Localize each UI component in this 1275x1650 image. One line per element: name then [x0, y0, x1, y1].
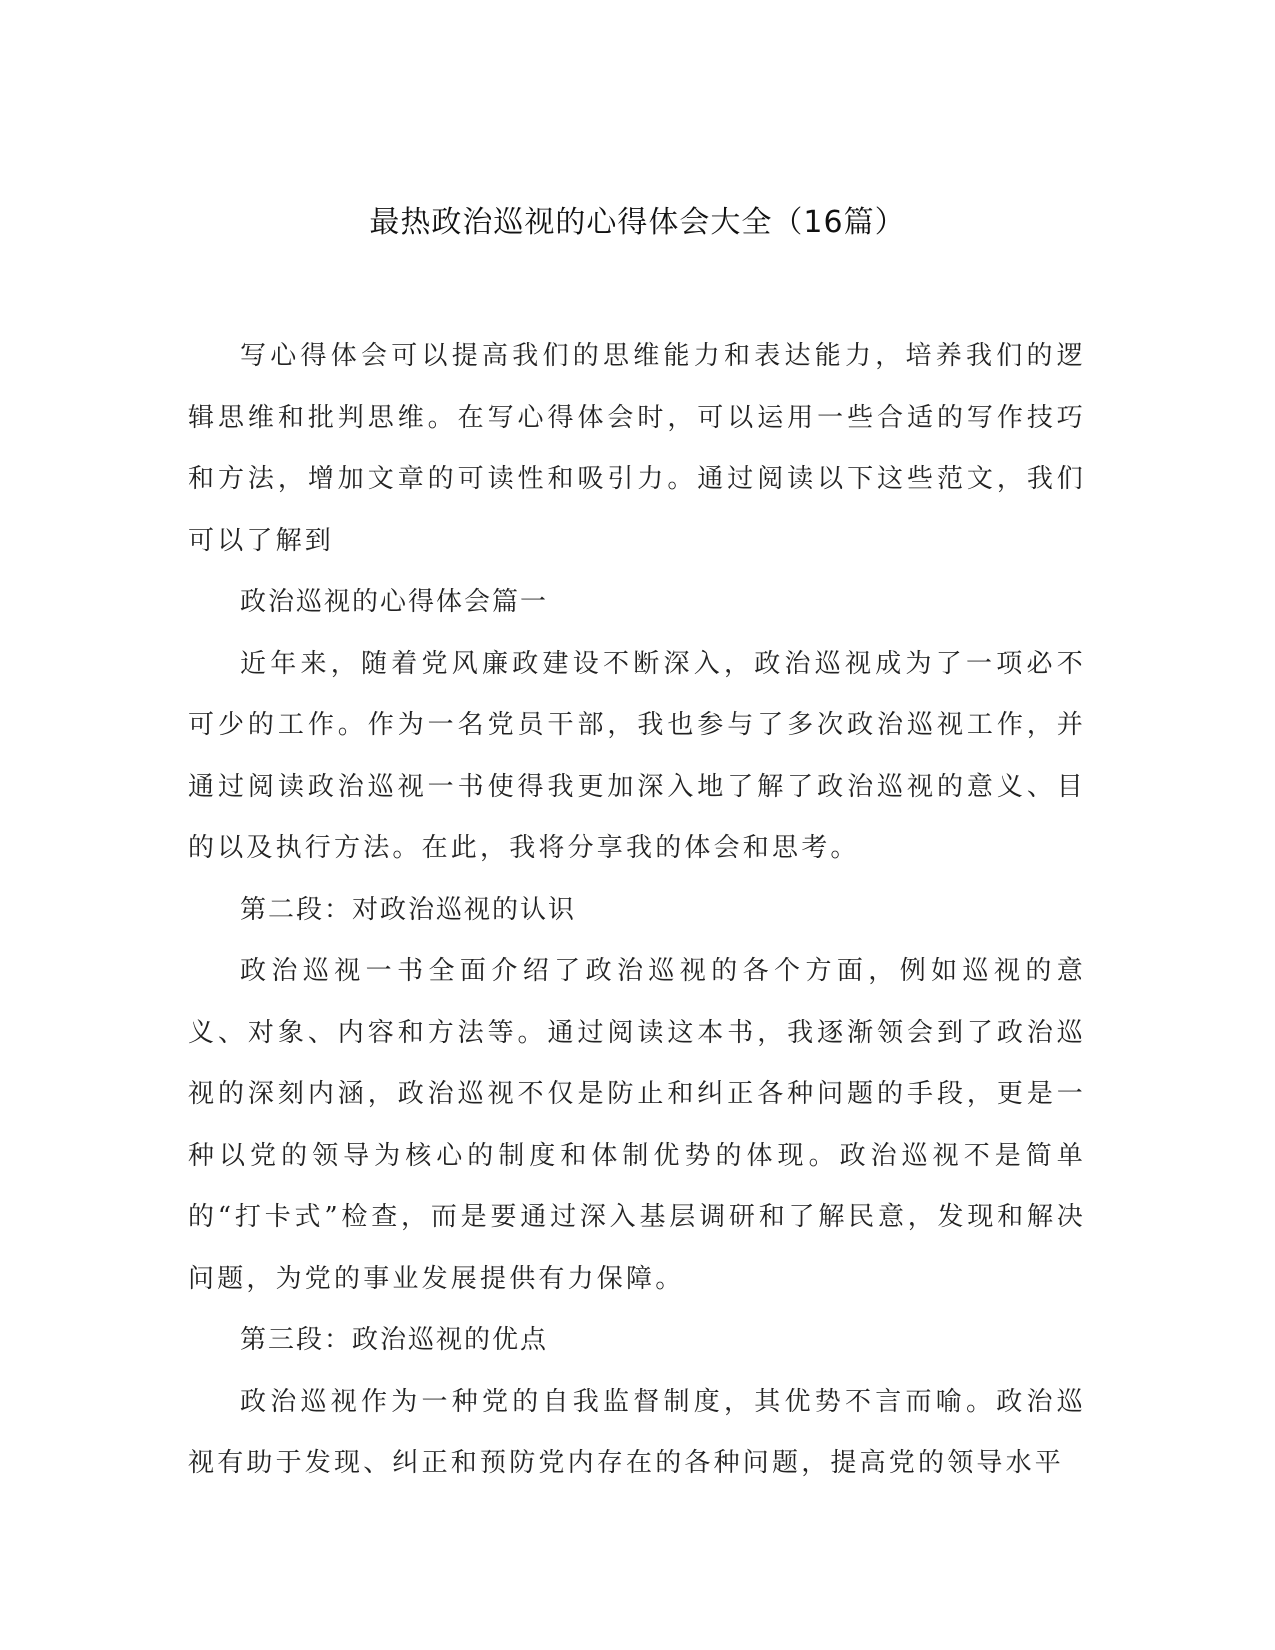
section-heading-third: 第三段：政治巡视的优点 [240, 1325, 549, 1355]
section-heading-part-one: 政治巡视的心得体会篇一 [240, 587, 549, 617]
paragraph-second: 政治巡视一书全面介绍了政治巡视的各个方面，例如巡视的意义、对象、内容和方法等。通过阅读这本书，我逐渐领会到了政治巡视的深刻内涵，政治巡视不仅是防止和纠正各种问题的手段，更是一种以党的领导为核心的制度和体制优势的体现。政治巡视不是简单的“打卡式”检查，而是要通过深入基层调研和了解民意，发现和解决问题，为党的事业发展提供有力保障。 [188, 956, 1086, 1294]
intro-paragraph: 写心得体会可以提高我们的思维能力和表达能力，培养我们的逻辑思维和批判思维。在写心得体会时，可以运用一些合适的写作技巧和方法，增加文章的可读性和吸引力。通过阅读以下这些范文，我们可以了解到 [188, 341, 1086, 556]
document-title: 最热政治巡视的心得体会大全（16篇） [369, 205, 906, 240]
document-body [188, 326, 1086, 1495]
paragraph-third: 政治巡视作为一种党的自我监督制度，其优势不言而喻。政治巡视有助于发现、纠正和预防党内存在的各种问题，提高党的领导水平 [188, 1386, 1086, 1478]
section-heading-second: 第二段：对政治巡视的认识 [240, 894, 577, 925]
paragraph-part-one: 近年来，随着党风廉政建设不断深入，政治巡视成为了一项必不可少的工作。作为一名党员干部，我也参与了多次政治巡视工作，并通过阅读政治巡视一书使得我更加深入地了解了政治巡视的意义、目的以及执行方法。在此，我将分享我的体会和思考。 [188, 648, 1086, 863]
